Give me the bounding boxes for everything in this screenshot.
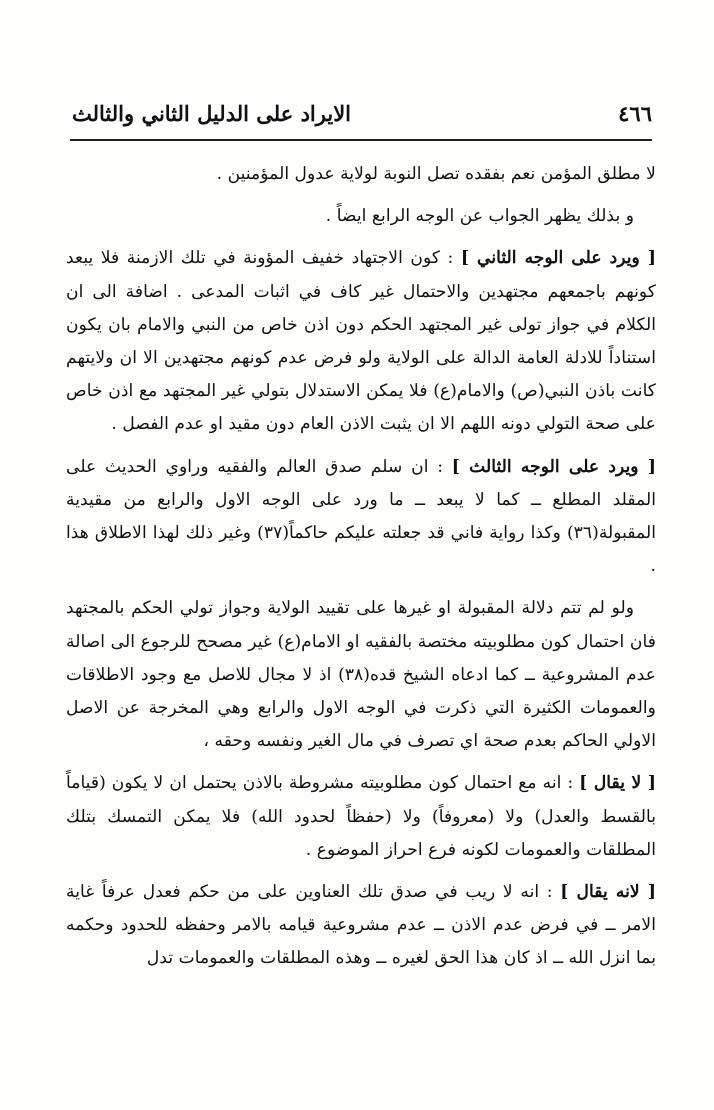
paragraph-heading: [ لا يقال ]	[579, 773, 656, 794]
running-title: الايراد على الدليل الثاني والثالث	[72, 100, 351, 126]
page-number: ٤٦٦	[618, 100, 652, 126]
paragraph	[66, 200, 656, 233]
paragraph-text: : ان سلم صدق العالم والفقيه وراوي الحديث على المقلد المطلع ــ كما لا يبعد ــ ما ورد على الوجه الاول والرابع من مقيدية المقبولة(٣٦) وكذا رواية فاني قد جعلته عليكم حاكماً(٣٧) وغير ذلك لهذا الاطلاق هذا .	[66, 456, 656, 577]
paragraph	[66, 767, 656, 867]
paragraph-text: : انه مع احتمال كون مطلوبيته مشروطة بالاذن يحتمل ان لا يكون (قياماً بالقسط والعدل) ولا (معروفاً) ولا (حفظاً لحدود الله) فلا يمكن التمسك بتلك المطلقات والعمومات لكونه فرع احراز الموضوع .	[66, 773, 656, 860]
paragraph	[66, 158, 656, 191]
paragraph-text: لا مطلق المؤمن نعم بفقده تصل النوبة لولاية عدول المؤمنين .	[216, 164, 656, 184]
paragraph-heading: [ لانه يقال ]	[560, 882, 656, 903]
paragraph-heading: [ ويرد على الوجه الثالث ]	[451, 456, 656, 477]
paragraph	[66, 592, 656, 758]
paragraph-text: ولو لم تتم دلالة المقبولة او غيرها على تقييد الولاية وجواز تولي الحكم بالمجتهد فان احتمال كون مطلوبيته مختصة بالفقيه او الامام(ع) غير مصحح للرجوع الى اصالة عدم المشروعية ــ كما ادعاه الشيخ قده(٣٨) اذ لا مجال للاصل مع وجود الاطلاقات والعمومات الكثيرة التي ذكرت في الوجه الاول والرابع وهي المخرجة عن الاصل الاولي الحاكم بعدم صحة اي تصرف في مال الغير ونفسه وحقه ،	[66, 598, 656, 752]
paragraph-heading: [ ويرد على الوجه الثاني ]	[460, 248, 656, 269]
paragraph-text: و بذلك يظهر الجواب عن الوجه الرابع ايضاً .	[325, 206, 634, 227]
paragraph-text: : كون الاجتهاد خفيف المؤونة في تلك الازمنة فلا يبعد كونهم باجمعهم مجتهدين والاحتمال غير كاف في اثبات المدعى . اضافة الى ان الكلام في جواز تولى غير المجتهد الحكم دون اذن خاص من النبي والامام بان يكون استناداً للادلة العامة الدالة على الولاية ولو فرض عدم كونهم مجتهدين الا ان ولايتهم كانت باذن النبي(ص) والامام(ع) فلا يمكن الاستدلال بتولي غير المجتهد مع اذن خاص على صحة التولي دونه اللهم الا ان يثبت الاذن العام دون مقيد او عدم الفصل .	[66, 248, 656, 435]
paragraph	[66, 242, 656, 441]
paragraph	[66, 451, 656, 584]
header-divider	[70, 139, 652, 141]
page-body	[66, 158, 656, 976]
page-header	[72, 96, 652, 130]
paragraph	[66, 876, 656, 976]
paragraph-text: : انه لا ريب في صدق تلك العناوين على من حكم فعدل عرفاً غاية الامر ــ في فرض عدم الاذن ــ عدم مشروعية قيامه بالامر وحفظه للحدود وحكمه بما انزل الله ــ اذ كان هذا الحق لغيره ــ وهذه المطلقات والعمومات تدل	[66, 882, 656, 969]
